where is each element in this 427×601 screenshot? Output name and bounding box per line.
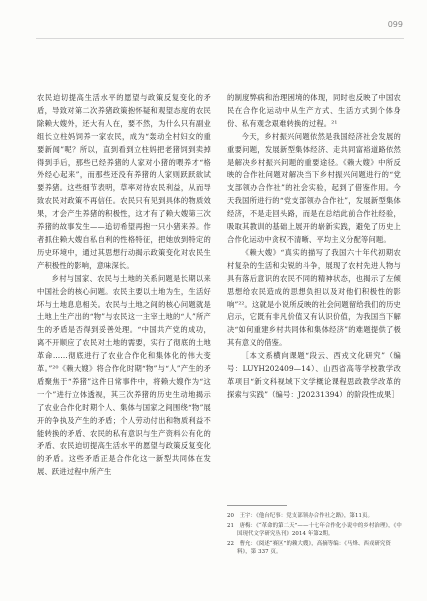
footnote-text: 曹允：《阅述“赛区”的赖大嫂》，高摘等编：《马烽、西戎研究资料》，第 337 页。 — [237, 540, 391, 556]
footnote-text: 唐梅：《“革命的第二天”——十七年合作化小说中的乡村治理》，《中国现代文学研究丛刊》2014 年第2期。 — [237, 522, 402, 538]
footnote — [227, 522, 403, 539]
footnote-rule — [227, 505, 287, 506]
body-paragraph: 《赖大嫂》“真实的描写了我国六十年代初期农村复杂的生活和尖锐的斗争，展现了农村先进人物与具有落后意识的农民不同的精神状态，也揭示了左倾思想给农民造成的思想负担以及对他们积极性的影响”²²。这就是小说所反映的社会问题留给我们的历史启示，它既有非凡价值又有认识价值，为我国当下解决“如何重建乡村共同体和集体经济”的难题提供了极其有意义的借鉴。 — [227, 247, 401, 348]
body-paragraph: 乡村与国家、农民与土地的关系问题是长期以来中国社会的核心问题。农民主要以土地为生，生活好坏与土地息息相关。农民与土地之间的核心问题就是土地上生产出的“物”与农民这一主宰土地的“人”所产生的矛盾是否得到妥善处理。“中国共产党的成功，离不开顺应了农民对土地的需要，实行了彻底的土地革命……彻底进行了农业合作化和集体化的伟大变革。”²⁰《赖大嫂》将合作化时期“物”与“人”产生的矛盾聚焦于“养猪”这件日常事件中，将赖大嫂作为“这一个”进行立体透视，其三次养猪的历史生动地揭示了农业合作化时期个人、集体与国家之间围绕“物”展开的争执及产生的矛盾；个人劳动付出和物质利益不能转换的矛盾、农民的私有意识与生产资料公有化的矛盾、农民迫切提高生活水平的愿望与政策反复变化的矛盾。这些矛盾正是合作化这一新型共同体在发展、跃进过程中所产生 — [37, 273, 211, 477]
page-number: 099 — [387, 20, 403, 29]
body-paragraph: 的制度弊病和治理困境的体现，同时也反映了中国农民在合作化运动中从生产方式、生活方式到个体身份、私有观念艰难转换的过程。²¹ — [227, 93, 401, 128]
footnote-text: 王宇：《他台纪事：党支部领办合作社之路》，第11页。 — [239, 513, 373, 519]
funding-note: ［本文系横向课题“段云、西戎文化研究”（编号：LUYH202409—14）、山西省高等学校教学改革项目“新文科视域下文学概论课程思政教学改革的探索与实践”（编号：J20231394）的阶段性成果］ — [227, 351, 401, 399]
footnote — [227, 540, 403, 557]
footnote — [227, 512, 403, 520]
left-column — [37, 92, 211, 492]
footnotes — [227, 512, 403, 558]
footnote-number: 21 — [227, 522, 235, 529]
footnote-number: 22 — [227, 540, 235, 547]
right-column — [227, 92, 401, 492]
header-rule — [36, 38, 404, 39]
body-paragraph: 农民迫切提高生活水平的愿望与政策反复变化的矛盾，导致对第二次养猪政策抱怀疑和观望态度的农民除赖大嫂外，还大有人在，要不然，为什么只有副业组长立柱妈饲养一家农民，成为“轰动全村妇女的重要新闻”呢？所以，直到看到立柱妈把老猪饲到卖掉得到手后，那些已经养猪的人家对小猪的喂养才“格外经心起来”，而那些还没有养猪的人家则跃跃欲试要养猪。这些细节表明，草率对待农民利益，从而导致农民对政策不再信任。农民只有见到具体的物质效果，才会产生养猪的积极性，这才有了赖大嫂第三次养猪的故事发生——追切希望再抱一只小猪来养。作者抓住赖大嫂自私自利的性格特征，把她放到特定的历史环境中，通过其思想行动揭示政策变化对农民生产积极性的影响，意味深长。 — [37, 93, 211, 270]
footnote-number: 20 — [227, 513, 235, 519]
body-paragraph: 今天，乡村振兴问题依然是我国经济社会发展的重要问题，发展新型集体经济、走共同富裕道路依然是解决乡村振兴问题的重要途径。《赖大嫂》中所反映的合作社问题对解决当下乡村振兴问题进行的“党支部领办合作社”的社会实验，起到了借鉴作用。今天我国所进行的“党支部领办合作社”，发展新型集体经济，不是走回头路，而是在总结此前合作社经验，吸取其教训的基础上展开的崭新实践，避免了历史上合作化运动中贪权不清晰、平均主义分配等问题。 — [227, 131, 401, 244]
